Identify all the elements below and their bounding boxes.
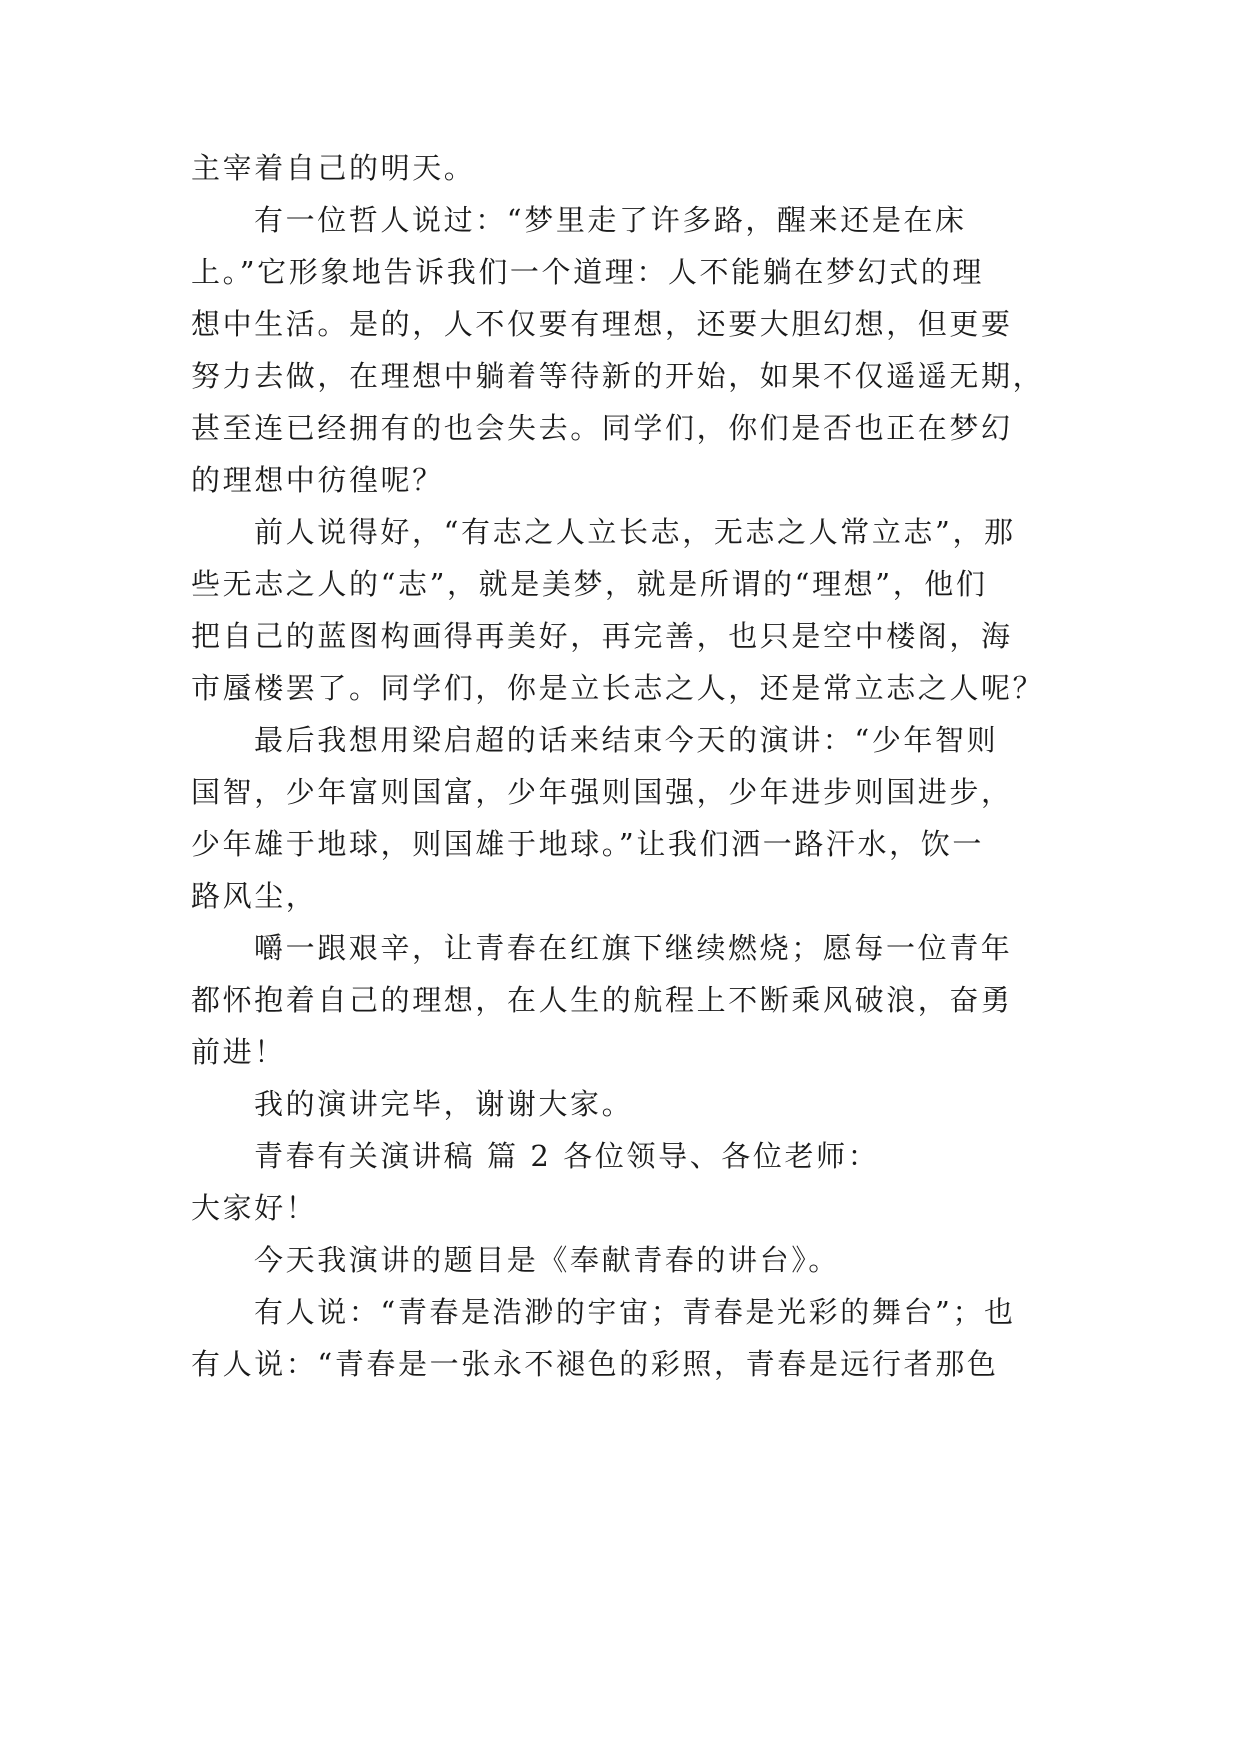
text-line: 有人说：“青春是一张永不褪色的彩照，青春是远行者那色 <box>191 1347 999 1381</box>
text-line: 少年雄于地球，则国雄于地球。”让我们洒一路汗水，饮一 <box>191 827 984 861</box>
text-line: 些无志之人的“志”，就是美梦，就是所谓的“理想”，他们 <box>191 567 988 601</box>
paragraph-start: 嚼一跟艰辛，让青春在红旗下继续燃烧；愿每一位青年 <box>254 931 1013 965</box>
text-line: 主宰着自己的明天。 <box>191 151 476 185</box>
paragraph-start: 最后我想用梁启超的话来结束今天的演讲：“少年智则 <box>254 723 999 757</box>
text-line: 前进！ <box>191 1035 286 1069</box>
text-line: 国智，少年富则国富，少年强则国强，少年进步则国进步， <box>191 775 1013 809</box>
greeting-line: 大家好！ <box>191 1191 318 1225</box>
text-line: 把自己的蓝图构画得再美好，再完善，也只是空中楼阁，海 <box>191 619 1013 653</box>
text-line: 想中生活。是的，人不仅要有理想，还要大胆幻想，但更要 <box>191 307 1013 341</box>
text-line: 的理想中彷徨呢？ <box>191 463 444 497</box>
paragraph-start: 我的演讲完毕，谢谢大家。 <box>254 1087 634 1121</box>
paragraph-start: 前人说得好，“有志之人立长志，无志之人常立志”，那 <box>254 515 1016 549</box>
text-line: 都怀抱着自己的理想，在人生的航程上不断乘风破浪，奋勇 <box>191 983 1013 1017</box>
text-line: 市蜃楼罢了。同学们，你是立长志之人，还是常立志之人呢？ <box>191 671 1045 705</box>
paragraph-start: 有人说：“青春是浩渺的宇宙；青春是光彩的舞台”；也 <box>254 1295 1016 1329</box>
text-line: 上。”它形象地告诉我们一个道理：人不能躺在梦幻式的理 <box>191 255 984 289</box>
paragraph-start: 有一位哲人说过：“梦里走了许多路，醒来还是在床 <box>254 203 967 237</box>
paragraph-start: 今天我演讲的题目是《奉献青春的讲台》。 <box>254 1243 840 1277</box>
text-line: 努力去做，在理想中躺着等待新的开始，如果不仅遥遥无期， <box>191 359 1045 393</box>
section-heading: 青春有关演讲稿 篇 2 各位领导、各位老师： <box>254 1139 880 1173</box>
text-line: 路风尘， <box>191 879 318 913</box>
text-line: 甚至连已经拥有的也会失去。同学们，你们是否也正在梦幻 <box>191 411 1013 445</box>
